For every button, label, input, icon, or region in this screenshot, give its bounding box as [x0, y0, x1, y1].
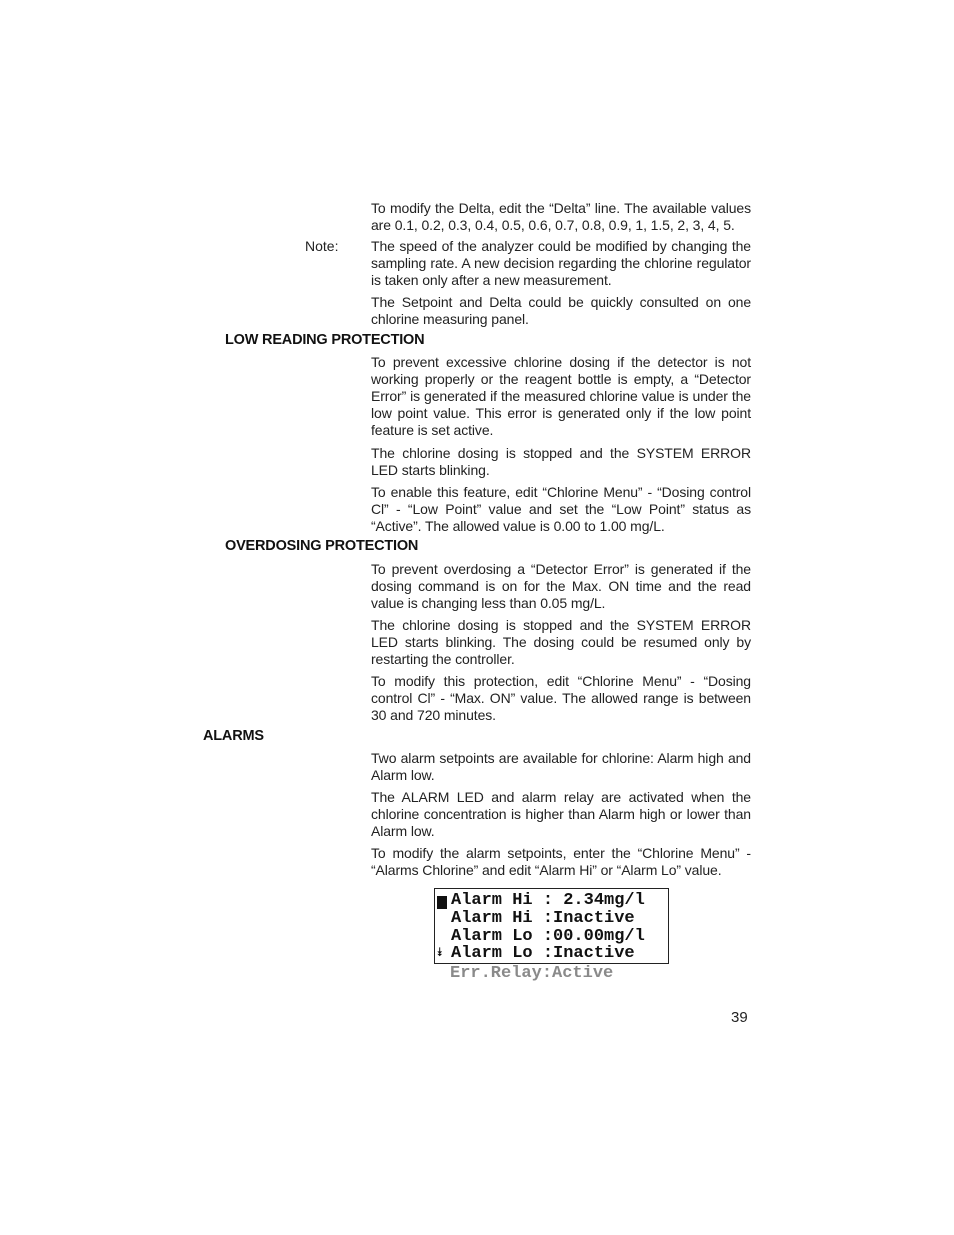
lcd-line-3: Alarm Lo :00.00mg/l: [451, 927, 645, 946]
overdosing-paragraph-2: The chlorine dosing is stopped and the SYSTEM ERROR LED starts blinking. The dosing could be resumed only by restarting the controller.: [371, 617, 751, 667]
lcd-line-2: Alarm Hi :Inactive: [451, 909, 635, 928]
alarms-paragraph-3: To modify the alarm setpoints, enter the “Chlorine Menu” - “Alarms Chlorine” and edit “Alarm Hi” or “Alarm Lo” value.: [371, 845, 751, 878]
scroll-down-icon: ⯯: [436, 945, 444, 959]
low-reading-paragraph-1: To prevent excessive chlorine dosing if the detector is not working properly or the reagent bottle is empty, a “Detector Error” is generated if the measured chlorine value is under the low point value. This error is generated only if the low point feature is set active.: [371, 354, 751, 438]
setpoint-delta-paragraph: The Setpoint and Delta could be quickly consulted on one chlorine measuring panel.: [371, 294, 751, 327]
selection-block-icon: [437, 896, 447, 909]
overdosing-paragraph-3: To modify this protection, edit “Chlorine Menu” - “Dosing control Cl” - “Max. ON” value. The allowed range is between 30 and 720 minutes.: [371, 673, 751, 723]
overdosing-paragraph-1: To prevent overdosing a “Detector Error” is generated if the dosing command is on for the Max. ON time and the read value is changing less than 0.05 mg/L.: [371, 561, 751, 611]
alarms-heading: ALARMS: [203, 728, 264, 744]
delta-paragraph: To modify the Delta, edit the “Delta” line. The available values are 0.1, 0.2, 0.3, 0.4, 0.5, 0.6, 0.7, 0.8, 0.9, 1, 1.5, 2, 3, 4, 5.: [371, 200, 751, 233]
low-reading-heading: LOW READING PROTECTION: [225, 332, 425, 348]
lcd-line-4: Alarm Lo :Inactive: [451, 944, 635, 963]
overdosing-heading: OVERDOSING PROTECTION: [225, 538, 419, 554]
lcd-line-1: Alarm Hi : 2.34mg/l: [451, 891, 645, 910]
low-reading-paragraph-3: To enable this feature, edit “Chlorine Menu” - “Dosing control Cl” - “Low Point” value and set the “Low Point” status as “Active”. The allowed value is 0.00 to 1.00 mg/L.: [371, 484, 751, 534]
note-label: Note:: [305, 238, 339, 254]
note-text: The speed of the analyzer could be modified by changing the sampling rate. A new decision regarding the chlorine regulator is taken only after a new measurement.: [371, 238, 751, 288]
page-number: 39: [731, 1009, 748, 1026]
low-reading-paragraph-2: The chlorine dosing is stopped and the SYSTEM ERROR LED starts blinking.: [371, 445, 751, 478]
lcd-line-5: Err.Relay:Active: [450, 964, 614, 983]
alarms-paragraph-1: Two alarm setpoints are available for chlorine: Alarm high and Alarm low.: [371, 750, 751, 783]
alarms-paragraph-2: The ALARM LED and alarm relay are activated when the chlorine concentration is higher than Alarm high or lower than Alarm low.: [371, 789, 751, 839]
